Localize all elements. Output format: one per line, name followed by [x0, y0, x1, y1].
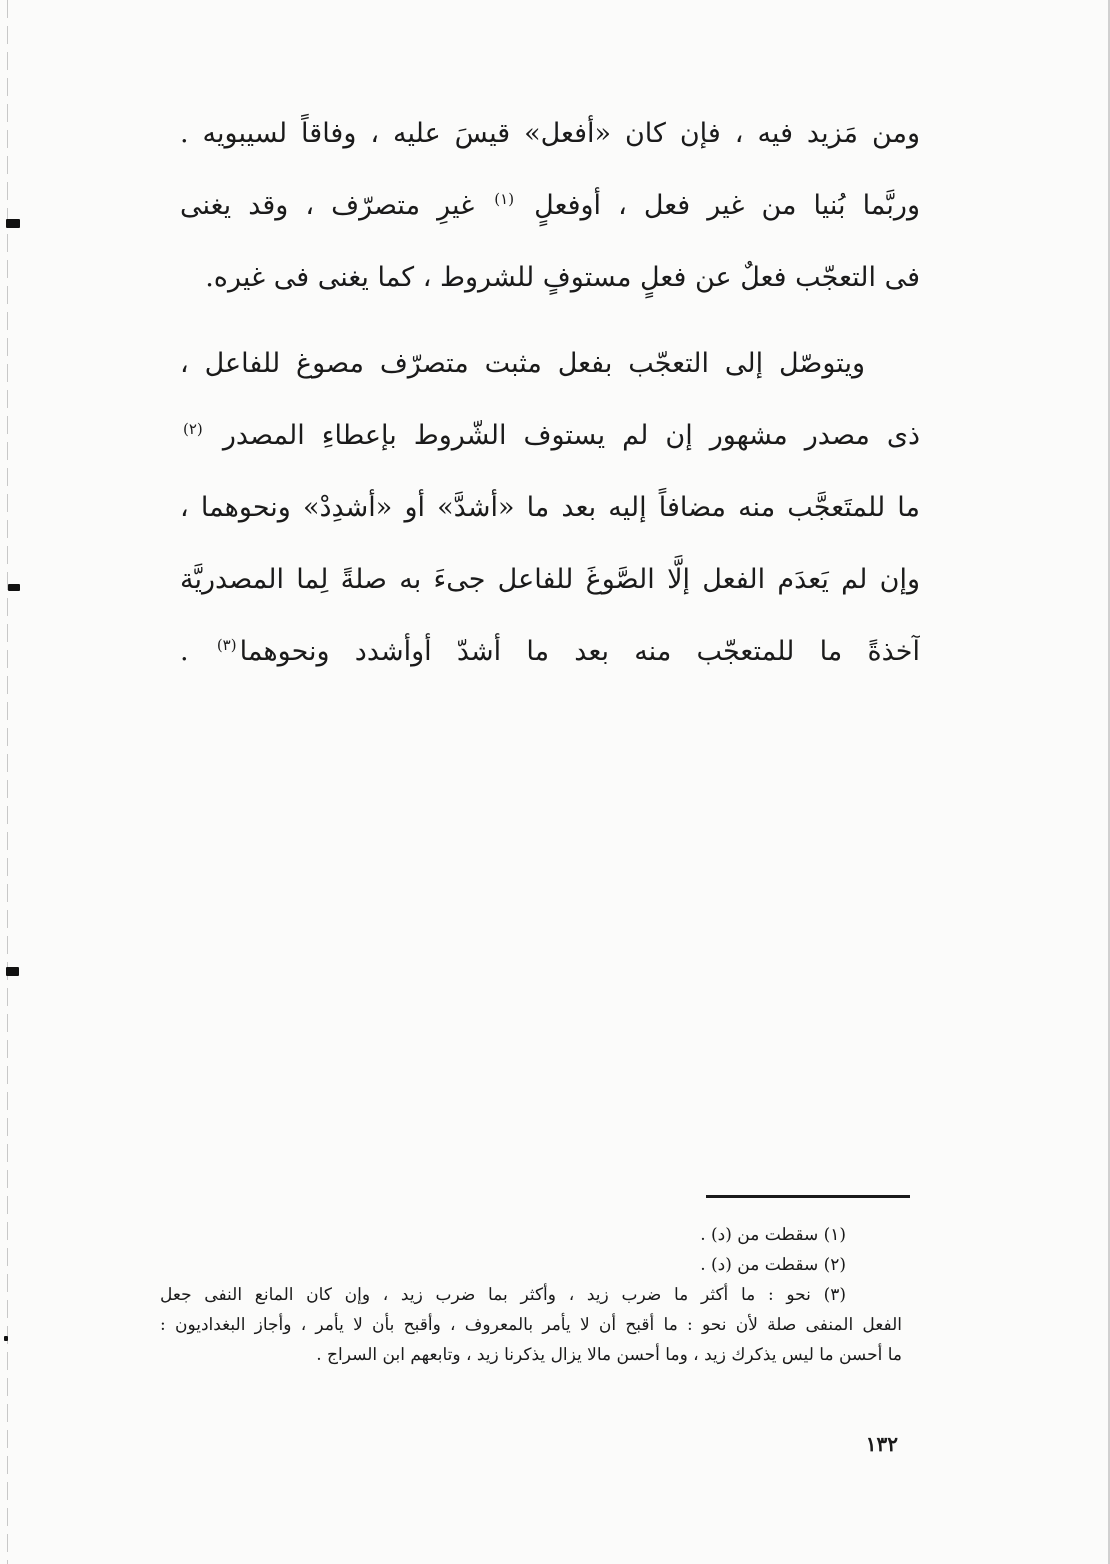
text-segment: . [180, 636, 189, 667]
footnote-separator [706, 1195, 910, 1198]
footnote-line: (٢) سقطت من (د) . [700, 1255, 846, 1275]
text-line: ويتوصّل إلى التعجّب بفعل مثبت متصرّف مصوغ للفاعل ، [180, 348, 865, 379]
footnote-line: الفعل المنفى صلة لأن نحو : ما أقبح أن لا يأمر بالمعروف ، وأقبح بأن لا يأمر ، وأجاز البغداديون : [160, 1315, 902, 1335]
footnote-ref-2: (٢) [183, 420, 203, 438]
text-line: وإن لم يَعدَم الفعل إلَّا الصَّوغَ للفاعل جىءَ به صلةً لِما المصدريَّة [180, 564, 920, 595]
text-line: ما للمتَعجَّب منه مضافاً إليه بعد ما «أشدَّ» أو «أشدِدْ» ونحوهما ، [180, 492, 920, 523]
footnote-ref-3: (٣) [216, 636, 237, 654]
binding-mark [4, 1336, 8, 1341]
page-number: ١٣٢ [865, 1432, 898, 1456]
binding-mark [6, 219, 20, 228]
footnote-line: (١) سقطت من (د) . [700, 1225, 846, 1245]
binding-mark [8, 584, 20, 591]
text-line [180, 616, 920, 688]
text-segment: وربَّما بُنيا من غير فعل ، أوفعلٍ [534, 190, 920, 221]
text-segment: غيرِ متصرّف ، وقد يغنى [180, 190, 475, 221]
scan-edge-line [7, 0, 8, 1564]
text-line: فى التعجّب فعلٌ عن فعلٍ مستوفٍ للشروط ، كما يغنى فى غيره. [205, 262, 920, 293]
text-segment: آخذةً ما للمتعجّب منه بعد ما أشدّ أوأشدد ونحوهما [239, 636, 920, 667]
footnote-line: (٣) نحو : ما أكثر ما ضرب زيد ، وأكثر بما ضرب زيد ، وإن كان المانع النفى جعل [160, 1285, 846, 1305]
footnote-ref-1: (١) [494, 190, 515, 208]
text-line [180, 400, 920, 472]
footnote-line: ما أحسن ما ليس يذكرك زيد ، وما أحسن مالا يزال يذكرنا زيد ، وتابعهم ابن السراج . [316, 1345, 902, 1365]
text-line: ومن مَزيد فيه ، فإن كان «أفعل» قيسَ عليه ، وفاقاً لسيبويه . [180, 118, 920, 149]
binding-mark [6, 967, 19, 976]
footnotes-block [160, 1220, 902, 1370]
text-segment: ذى مصدر مشهور إن لم يستوف الشّروط بإعطاءِ المصدر [222, 420, 920, 451]
main-text-block [180, 98, 920, 688]
text-line [180, 170, 920, 242]
